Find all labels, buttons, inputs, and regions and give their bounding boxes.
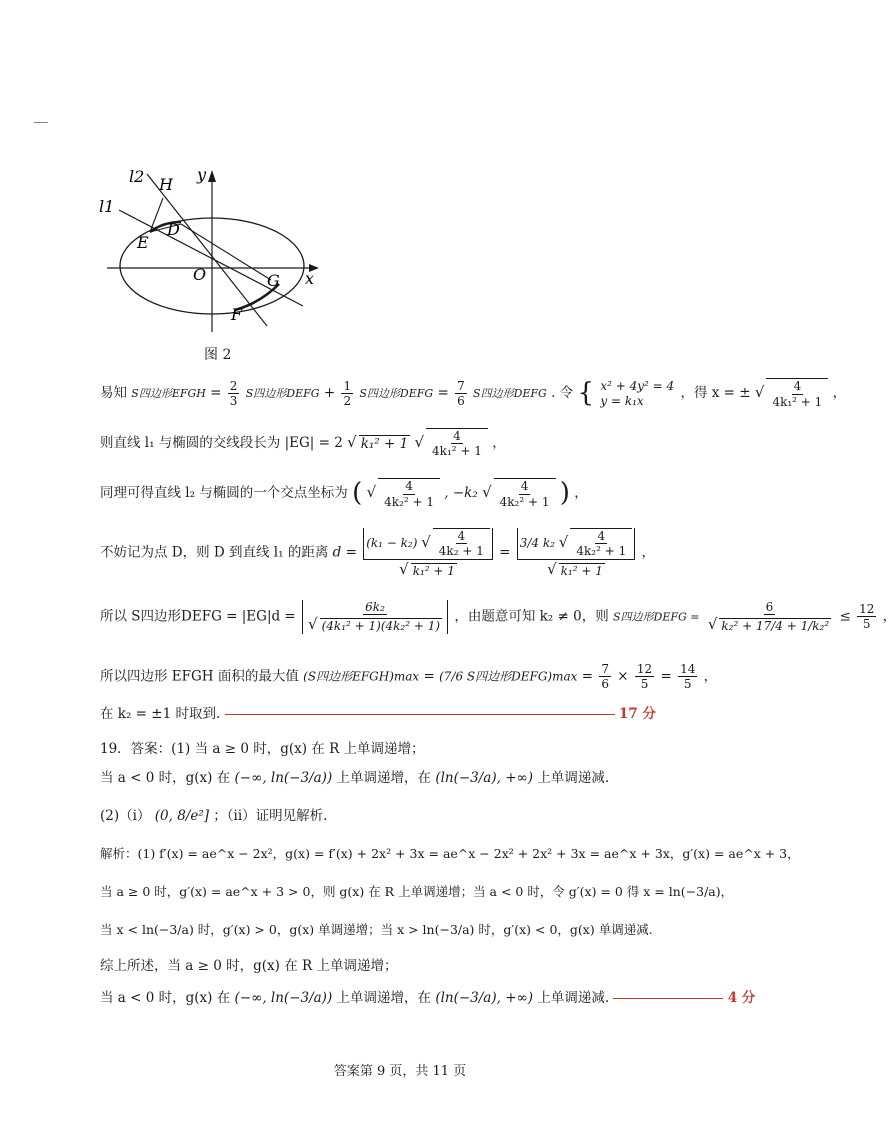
fraction: [455, 379, 467, 409]
score-leader: [225, 714, 615, 715]
figure-caption: 图 2: [204, 347, 232, 363]
denominator: 6: [457, 394, 465, 409]
label-l1: l1: [99, 197, 115, 216]
ellipse-figure: [95, 160, 335, 340]
denominator: 4k₁² + 1: [432, 444, 482, 459]
denominator: 4k₂² + 1: [384, 494, 434, 509]
text: 当 a < 0 时，g(x) 在: [100, 990, 231, 1006]
distance-fraction-2: [517, 528, 635, 578]
page-footer: 答案第 9 页，共 11 页: [333, 1064, 467, 1079]
area-fraction: [302, 600, 448, 634]
radicand: k₂² + 17/4 + 1/k₂²: [721, 619, 830, 634]
radical: [367, 479, 440, 509]
numerator: 12: [636, 662, 653, 676]
math: =: [437, 385, 449, 402]
label-f: F: [231, 305, 243, 324]
radicand: (4k₁² + 1)(4k₂² + 1): [321, 619, 441, 634]
math: d =: [332, 544, 357, 561]
distance-fraction-1: [363, 528, 493, 578]
math: (7/6 S四边形DEFG)max: [439, 669, 578, 684]
label-y: y: [197, 165, 207, 184]
math: 所以 S四边形DEFG = |EG|d =: [100, 608, 296, 625]
text: ，: [641, 544, 656, 561]
text: 上单调递减.: [537, 990, 610, 1006]
numerator: 14: [680, 662, 696, 676]
label-o: O: [193, 265, 207, 284]
numerator: 2: [229, 378, 238, 393]
interval: (ln(−3/a), +∞): [435, 990, 534, 1006]
radical: [421, 529, 490, 559]
math: S四边形DEFG: [245, 387, 320, 401]
numerator: 12: [859, 601, 875, 616]
numerator: √ 4: [597, 529, 606, 543]
math: S四边形EFGH: [131, 387, 206, 401]
label-e: E: [137, 233, 149, 252]
text: 则直线 l₁ 与椭圆的交线段长为 |EG| = 2: [100, 434, 343, 451]
numerator: √ 4: [457, 529, 466, 543]
label-l2: l2: [129, 167, 145, 186]
math: =: [660, 668, 672, 685]
text: ，: [703, 668, 718, 685]
radical: [482, 479, 555, 509]
score-badge: 4 分: [727, 990, 756, 1006]
radical: [414, 429, 487, 459]
text: 易知: [100, 385, 127, 402]
text: 上单调递增，在: [336, 990, 432, 1006]
line-l2: [147, 174, 267, 326]
sol19-line3: [100, 808, 327, 824]
numerator: [363, 528, 493, 560]
math: ×: [617, 668, 629, 685]
denominator: 4k₂ + 1: [438, 544, 484, 559]
brace: {: [577, 378, 595, 408]
fraction: [599, 662, 611, 692]
text: ；（ii）证明见解析.: [213, 808, 328, 824]
text: ，: [882, 608, 896, 625]
text: ，: [574, 485, 588, 502]
equation-system: [600, 379, 674, 408]
text: 同理可得直线 l₂ 与椭圆的一个交点坐标为: [100, 485, 348, 502]
math: =: [499, 544, 511, 561]
sol19-line5: 当 a ≥ 0 时，g′(x) = ae^x + 3 > 0，则 g(x) 在 R 上单调递增；当 a < 0 时，令 g′(x) = 0 得 x = ln(−3/a)，: [100, 884, 734, 899]
sol18-line4: [100, 528, 655, 578]
score-badge: 17 分: [618, 706, 656, 722]
label-x: x: [305, 269, 315, 288]
fraction: [635, 662, 654, 692]
paren: (: [352, 478, 363, 508]
interval: (−∞, ln(−3/a)): [234, 770, 333, 786]
numerator: 7: [457, 378, 465, 393]
math: S四边形DEFG: [359, 387, 434, 401]
math: =: [210, 385, 222, 402]
interval: (−∞, ln(−3/a)): [234, 990, 333, 1006]
numerator: [517, 528, 635, 560]
math: , −k₂: [444, 485, 478, 502]
radicand: k₁² + 1: [412, 563, 455, 578]
interval: (0, 8/e²]: [154, 808, 209, 824]
numerator: 7: [601, 662, 609, 676]
sol18-line5: [100, 600, 896, 634]
radicand: k₁² + 1: [360, 435, 409, 452]
math: S四边形DEFG =: [613, 610, 700, 624]
sol19-line2: [100, 770, 609, 786]
label-d: D: [167, 220, 180, 239]
math: =: [581, 668, 594, 685]
denominator: 5: [640, 677, 649, 692]
sol18-line3: [100, 478, 588, 509]
fraction: [341, 379, 353, 409]
scan-mark: [34, 122, 48, 123]
math: +: [323, 385, 336, 402]
system-bottom: y = k₁x: [600, 393, 644, 408]
sol18-line1: [100, 378, 846, 409]
denominator: 6: [601, 677, 609, 692]
text: 在 k₂ = ±1 时取到.: [100, 706, 221, 722]
sol18-line6: [100, 662, 717, 692]
denominator: 3: [229, 394, 238, 409]
text: (2)（i）: [100, 808, 151, 824]
numerator: √ 4: [453, 429, 461, 443]
numerator: √ 4: [405, 479, 413, 494]
math: (k₁ − k₂): [366, 535, 418, 550]
sol19-line4: 解析：(1) f′(x) = ae^x − 2x²，g(x) = f′(x) + 2x² + 3x = ae^x − 2x² + 2x² + 3x = ae^x + 3x，g′(x) = ae^x + 3，: [100, 846, 800, 861]
text: 上单调递减.: [537, 770, 610, 786]
numerator: √ 4: [520, 479, 529, 494]
fraction: [857, 602, 876, 632]
text: ，由题意可知 k₂ ≠ 0，则: [454, 608, 609, 625]
paren: ): [559, 478, 570, 508]
numerator: 6k₂: [365, 600, 385, 614]
denominator: 5: [683, 677, 692, 692]
text: ，: [832, 385, 847, 402]
denominator: 2: [343, 394, 352, 409]
sol19-line8: [100, 990, 755, 1006]
radical: [559, 529, 632, 559]
denominator: 4k₂² + 1: [499, 494, 550, 509]
denominator: [706, 615, 833, 633]
sol19-line7: 综上所述，当 a ≥ 0 时，g(x) 在 R 上单调递增；: [100, 958, 398, 974]
bound-fraction: [706, 600, 833, 634]
math: 3/4 k₂: [519, 535, 555, 550]
radical: [347, 435, 410, 451]
numerator: 1: [343, 378, 352, 393]
score-leader: [613, 998, 723, 999]
denominator: [545, 560, 607, 578]
denominator: 4k₂² + 1: [576, 544, 627, 559]
sol19-line1: 19．答案：(1) 当 a ≥ 0 时，g(x) 在 R 上单调递增；: [100, 741, 425, 757]
math: S四边形DEFG: [473, 387, 547, 401]
numerator: 6: [765, 600, 774, 614]
text: 当 a < 0 时，g(x) 在: [100, 770, 231, 786]
fraction: [678, 662, 697, 692]
system-top: x² + 4y² = 4: [600, 379, 675, 394]
radicand: k₁² + 1: [560, 563, 603, 578]
denominator: 4k₁² + 1: [772, 394, 823, 409]
radical: [755, 379, 828, 409]
math: =: [423, 668, 435, 685]
sol19-line6: 当 x < ln(−3/a) 时，g′(x) > 0，g(x) 单调递增；当 x > ln(−3/a) 时，g′(x) < 0，g(x) 单调递减.: [100, 922, 653, 937]
line-l1: [119, 210, 303, 306]
interval: (ln(−3/a), +∞): [435, 770, 534, 786]
sol18-line7: [100, 706, 656, 722]
y-axis-arrow: [208, 170, 216, 182]
math: ≤: [839, 608, 851, 625]
math: (S四边形EFGH)max: [303, 669, 420, 684]
text: 所以四边形 EFGH 面积的最大值: [100, 668, 299, 685]
sol18-line2: [100, 428, 506, 459]
denominator: 5: [862, 617, 871, 632]
label-h: H: [159, 175, 173, 194]
label-g: G: [267, 271, 280, 290]
fraction: [228, 379, 240, 409]
text: ，: [492, 434, 506, 451]
text: 上单调递增，在: [336, 770, 432, 786]
text: ，得 x = ±: [680, 385, 751, 402]
denominator: [306, 615, 444, 633]
text: . 令: [551, 385, 574, 402]
denominator: [397, 560, 459, 578]
text: 不妨记为点 D，则 D 到直线 l₁ 的距离: [100, 544, 329, 561]
numerator: √ 4: [793, 379, 802, 394]
